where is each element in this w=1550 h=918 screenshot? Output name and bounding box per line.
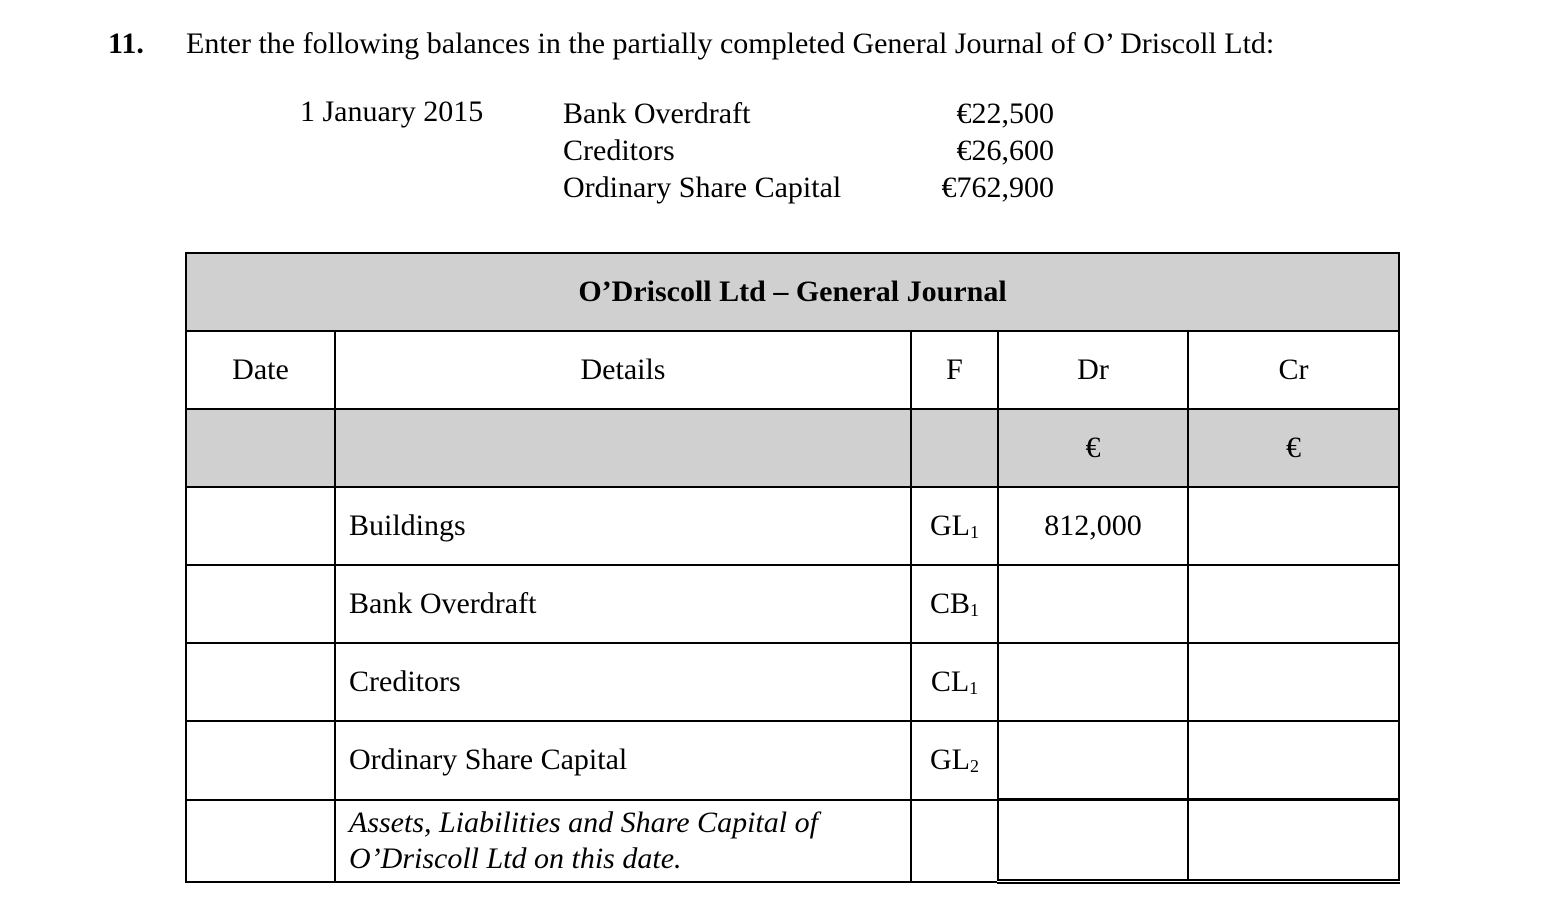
folio-code: CB bbox=[929, 587, 971, 620]
folio-subscript: 1 bbox=[970, 600, 980, 620]
row-folio bbox=[911, 800, 998, 882]
balance-date: 1 January 2015 bbox=[300, 95, 484, 128]
balance-name: Creditors bbox=[563, 134, 675, 167]
total-cr[interactable] bbox=[1188, 800, 1399, 882]
row-folio bbox=[911, 565, 998, 643]
row-date[interactable] bbox=[186, 643, 335, 721]
narration-row bbox=[186, 800, 1399, 882]
row-date[interactable] bbox=[186, 565, 335, 643]
journal-row bbox=[186, 643, 1399, 721]
row-date[interactable] bbox=[186, 721, 335, 800]
question-number: 11. bbox=[108, 27, 144, 60]
header-details: Details bbox=[335, 331, 911, 409]
journal-title-row bbox=[186, 253, 1399, 331]
folio-code: CL bbox=[930, 665, 970, 698]
question-text: Enter the following balances in the partially completed General Journal of O’ Driscoll Ltd: bbox=[186, 27, 1275, 60]
row-details: Creditors bbox=[335, 643, 911, 721]
row-folio bbox=[911, 721, 998, 800]
journal-row bbox=[186, 721, 1399, 800]
currency-cell-empty bbox=[911, 409, 998, 487]
folio-code: GL bbox=[930, 743, 970, 777]
general-journal-table bbox=[185, 252, 1400, 884]
row-cr[interactable] bbox=[1188, 565, 1399, 643]
row-details: Bank Overdraft bbox=[335, 565, 911, 643]
header-dr: Dr bbox=[998, 331, 1188, 409]
narration-line: O’Driscoll Ltd on this date. bbox=[349, 841, 682, 875]
row-dr[interactable] bbox=[998, 721, 1188, 800]
row-details: Ordinary Share Capital bbox=[335, 721, 911, 800]
currency-cell-empty bbox=[335, 409, 911, 487]
row-dr[interactable]: 812,000 bbox=[998, 487, 1188, 565]
balance-name: Ordinary Share Capital bbox=[563, 171, 842, 204]
header-cr: Cr bbox=[1188, 331, 1399, 409]
journal-row bbox=[186, 487, 1399, 565]
balance-name: Bank Overdraft bbox=[563, 97, 751, 130]
narration-line: Assets, Liabilities and Share Capital of bbox=[349, 805, 818, 839]
folio-subscript: 2 bbox=[970, 756, 979, 777]
row-dr[interactable] bbox=[998, 565, 1188, 643]
currency-cr: € bbox=[1188, 409, 1399, 487]
balance-names bbox=[563, 95, 841, 206]
row-details: Buildings bbox=[335, 487, 911, 565]
journal-header-row bbox=[186, 331, 1399, 409]
folio-subscript: 1 bbox=[970, 522, 979, 542]
row-date[interactable] bbox=[186, 487, 335, 565]
header-date: Date bbox=[186, 331, 335, 409]
row-cr[interactable] bbox=[1188, 721, 1399, 800]
row-date[interactable] bbox=[186, 800, 335, 882]
journal-row bbox=[186, 565, 1399, 643]
balance-amount: €762,900 bbox=[941, 171, 1054, 204]
balance-amounts bbox=[880, 95, 1054, 206]
currency-cell-empty bbox=[186, 409, 335, 487]
currency-row bbox=[186, 409, 1399, 487]
journal-title: O’Driscoll Ltd – General Journal bbox=[186, 253, 1399, 331]
row-cr[interactable] bbox=[1188, 643, 1399, 721]
narration bbox=[335, 800, 911, 882]
row-dr[interactable] bbox=[998, 643, 1188, 721]
balance-amount: €26,600 bbox=[956, 134, 1054, 167]
row-folio bbox=[911, 643, 998, 721]
row-folio bbox=[911, 487, 998, 565]
row-cr[interactable] bbox=[1188, 487, 1399, 565]
total-dr[interactable] bbox=[998, 800, 1188, 882]
currency-dr: € bbox=[998, 409, 1188, 487]
balance-amount: €22,500 bbox=[956, 97, 1054, 130]
folio-subscript: 1 bbox=[969, 678, 979, 698]
folio-code: GL bbox=[930, 509, 970, 542]
header-folio: F bbox=[911, 331, 998, 409]
